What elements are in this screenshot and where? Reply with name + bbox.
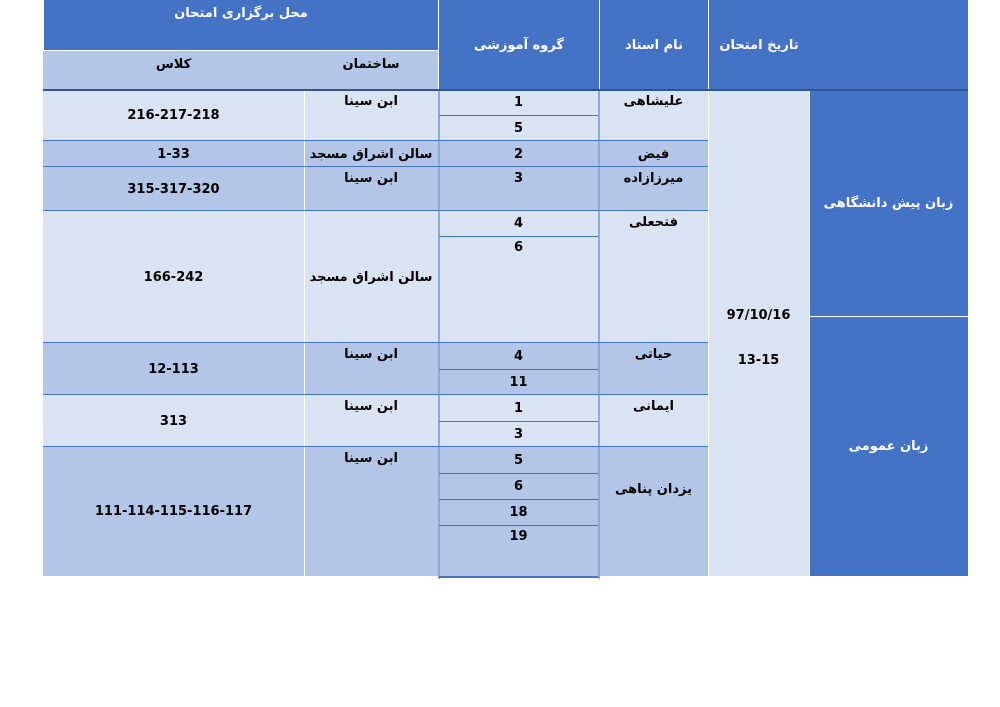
classroom-cell: 315-317-320: [43, 167, 304, 211]
group-cell: 11: [438, 369, 599, 395]
divider: [439, 576, 598, 578]
divider: [43, 166, 708, 167]
group-cell: 3: [438, 167, 599, 211]
exam-datetime-cell: [708, 90, 809, 576]
group-cell: 4: [438, 343, 599, 369]
divider: [43, 342, 708, 343]
group-cell: 1: [438, 90, 599, 115]
group-cell: 3: [438, 421, 599, 447]
group-cell: 18: [438, 499, 599, 525]
group-cell: 6: [438, 473, 599, 499]
header-group: گروه آموزشی: [438, 0, 599, 90]
professor-cell: یزدان پناهی: [599, 447, 708, 532]
divider: [43, 210, 708, 211]
divider: [708, 90, 709, 576]
header-exam-date: تاریخ امتحان: [708, 0, 809, 90]
exam-date: 97/10/16: [726, 308, 791, 323]
professor-cell: ایمانی: [599, 395, 708, 447]
building-cell: ابن سینا: [304, 395, 438, 447]
exam-time: 13-15: [737, 353, 780, 368]
professor-cell-fill: [599, 532, 708, 576]
group-cell: 4: [438, 211, 599, 236]
header-venue: محل برگزاری امتحان: [43, 0, 438, 50]
building-cell: ابن سینا: [304, 167, 438, 211]
header-classroom: کلاس: [43, 50, 304, 90]
building-cell: سالن اشراق مسجد: [304, 141, 438, 167]
divider: [43, 140, 708, 141]
divider: [43, 89, 968, 91]
building-cell: ابن سینا: [304, 343, 438, 395]
classroom-cell: 1-33: [43, 141, 304, 167]
professor-cell: میرزازاده: [599, 167, 708, 211]
header-building: ساختمان: [304, 50, 438, 90]
divider: [439, 369, 598, 370]
divider: [598, 90, 600, 579]
header-course: [809, 0, 968, 90]
classroom-cell: 12-113: [43, 343, 304, 395]
professor-cell: علیشاهی: [599, 90, 708, 141]
professor-cell: فیض: [599, 141, 708, 167]
professor-cell: حیاتی: [599, 343, 708, 395]
header-professor: نام استاد: [599, 0, 708, 90]
classroom-cell: 313: [43, 395, 304, 447]
divider: [439, 499, 598, 500]
divider: [304, 90, 305, 576]
divider: [439, 115, 598, 116]
divider: [439, 525, 598, 526]
group-cell: 5: [438, 447, 599, 473]
building-cell: ابن سینا: [304, 90, 438, 141]
group-cell: 2: [438, 141, 599, 167]
classroom-cell: 111-114-115-116-117: [43, 447, 304, 576]
building-cell: سالن اشراق مسجد: [304, 211, 438, 343]
course-cell: زبان عمومی: [809, 316, 968, 576]
building-cell: ابن سینا: [304, 447, 438, 576]
divider: [439, 473, 598, 474]
classroom-cell: 216-217-218: [43, 90, 304, 141]
divider: [439, 236, 598, 237]
divider: [43, 446, 708, 447]
divider: [43, 394, 708, 395]
group-cell: 6: [438, 236, 599, 343]
professor-cell: فتحعلی: [599, 211, 708, 343]
group-cell: 1: [438, 395, 599, 421]
course-cell: زبان پیش دانشگاهی: [809, 90, 968, 316]
divider: [439, 421, 598, 422]
divider: [438, 90, 440, 579]
divider: [809, 90, 810, 576]
group-cell: 5: [438, 115, 599, 141]
classroom-cell: 166-242: [43, 211, 304, 343]
group-cell: 19: [438, 525, 599, 576]
